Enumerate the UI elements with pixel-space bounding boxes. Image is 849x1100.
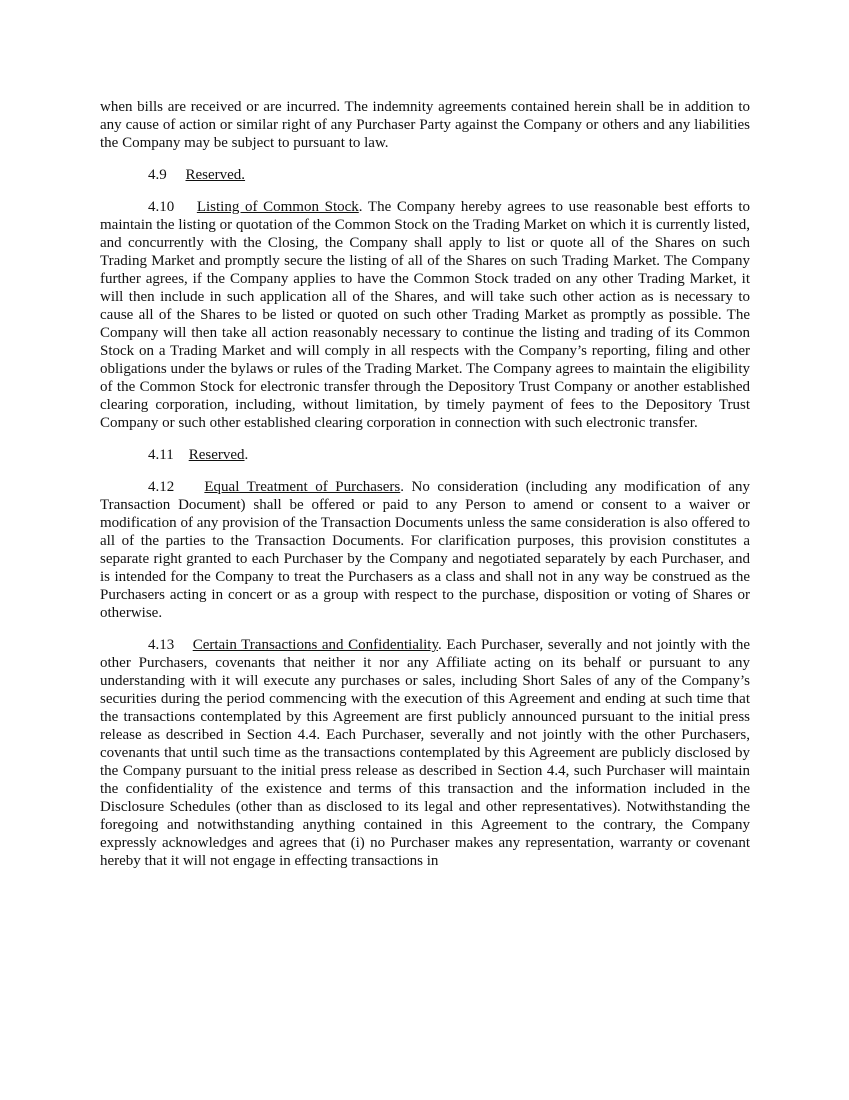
document-page bbox=[100, 98, 750, 884]
section-number: 4.9 bbox=[148, 167, 167, 183]
section-4-13 bbox=[100, 636, 750, 870]
section-4-10 bbox=[100, 198, 750, 432]
section-number: 4.11 bbox=[148, 447, 174, 463]
section-body: . No consideration (including any modification of any Transaction Document) shall be offered or paid to any Person to amend or consent to a waiver or modification of any provision of the Transaction Documents unless the same consideration is also offered to all of the parties to the Transaction Documents. For clarification purposes, this provision constitutes a separate right granted to each Purchaser by the Company and negotiated separately by each Purchaser, and is intended for the Company to treat the Purchasers as a class and shall not in any way be construed as the Purchasers acting in concert or as a group with respect to the purchase, disposition or voting of Shares or otherwise. bbox=[100, 479, 750, 621]
section-number: 4.13 bbox=[148, 637, 175, 653]
section-heading: Listing of Common Stock bbox=[196, 199, 359, 215]
intro-paragraph: when bills are received or are incurred. The indemnity agreements contained herein shall be in addition to any cause of action or similar right of any Purchaser Party against the Company or others and any liabilities the Company may be subject to pursuant to law. bbox=[100, 99, 750, 151]
section-body: . bbox=[244, 447, 249, 463]
section-heading: Equal Treatment of Purchasers bbox=[204, 479, 401, 495]
section-4-12 bbox=[100, 478, 750, 622]
section-number: 4.10 bbox=[148, 199, 175, 215]
section-4-11 bbox=[100, 446, 750, 464]
section-body: . The Company hereby agrees to use reasonable best efforts to maintain the listing or quotation of the Common Stock on the Trading Market on which it is currently listed, and concurrently with the Closing, the Company shall apply to list or quote all of the Shares on such Trading Market and promptly secure the listing of all of the Shares on such Trading Market. The Company further agrees, if the Company applies to have the Common Stock traded on any other Trading Market, it will then include in such application all of the Shares, and will take such other action as is necessary to cause all of the Shares to be listed or quoted on such other Trading Market as promptly as possible. The Company will then take all action reasonably necessary to continue the listing and trading of its Common Stock on a Trading Market and will comply in all respects with the Company’s reporting, filing and other obligations under the bylaws or rules of the Trading Market. The Company agrees to maintain the eligibility of the Common Stock for electronic transfer through the Depository Trust Company or another established clearing corporation, including, without limitation, by timely payment of fees to the Depository Trust Company or such other established clearing corporation in connection with such electronic transfer. bbox=[100, 199, 751, 431]
section-heading: Certain Transactions and Confidentiality bbox=[192, 637, 439, 653]
section-4-9 bbox=[100, 166, 750, 184]
section-body: . Each Purchaser, severally and not jointly with the other Purchasers, covenants that neither it nor any Affiliate acting on its behalf or pursuant to any understanding with it will execute any purchases or sales, including Short Sales of any of the Company’s securities during the period commencing with the execution of this Agreement and ending at such time that the transactions contemplated by this Agreement are first publicly announced pursuant to the initial press release as described in Section 4.4. Each Purchaser, severally and not jointly with the other Purchasers, covenants that until such time as the transactions contemplated by this Agreement are publicly disclosed by the Company pursuant to the initial press release as described in Section 4.4, such Purchaser will maintain the confidentiality of the existence and terms of this transaction and the information included in the Disclosure Schedules (other than as disclosed to its legal and other representatives). Notwithstanding the foregoing and notwithstanding anything contained in this Agreement to the contrary, the Company expressly acknowledges and agrees that (i) no Purchaser makes any representation, warranty or covenant hereby that it will not engage in effecting transactions in bbox=[100, 637, 751, 869]
section-heading: Reserved bbox=[188, 447, 245, 463]
section-number: 4.12 bbox=[148, 479, 175, 495]
section-heading: Reserved. bbox=[185, 167, 246, 183]
